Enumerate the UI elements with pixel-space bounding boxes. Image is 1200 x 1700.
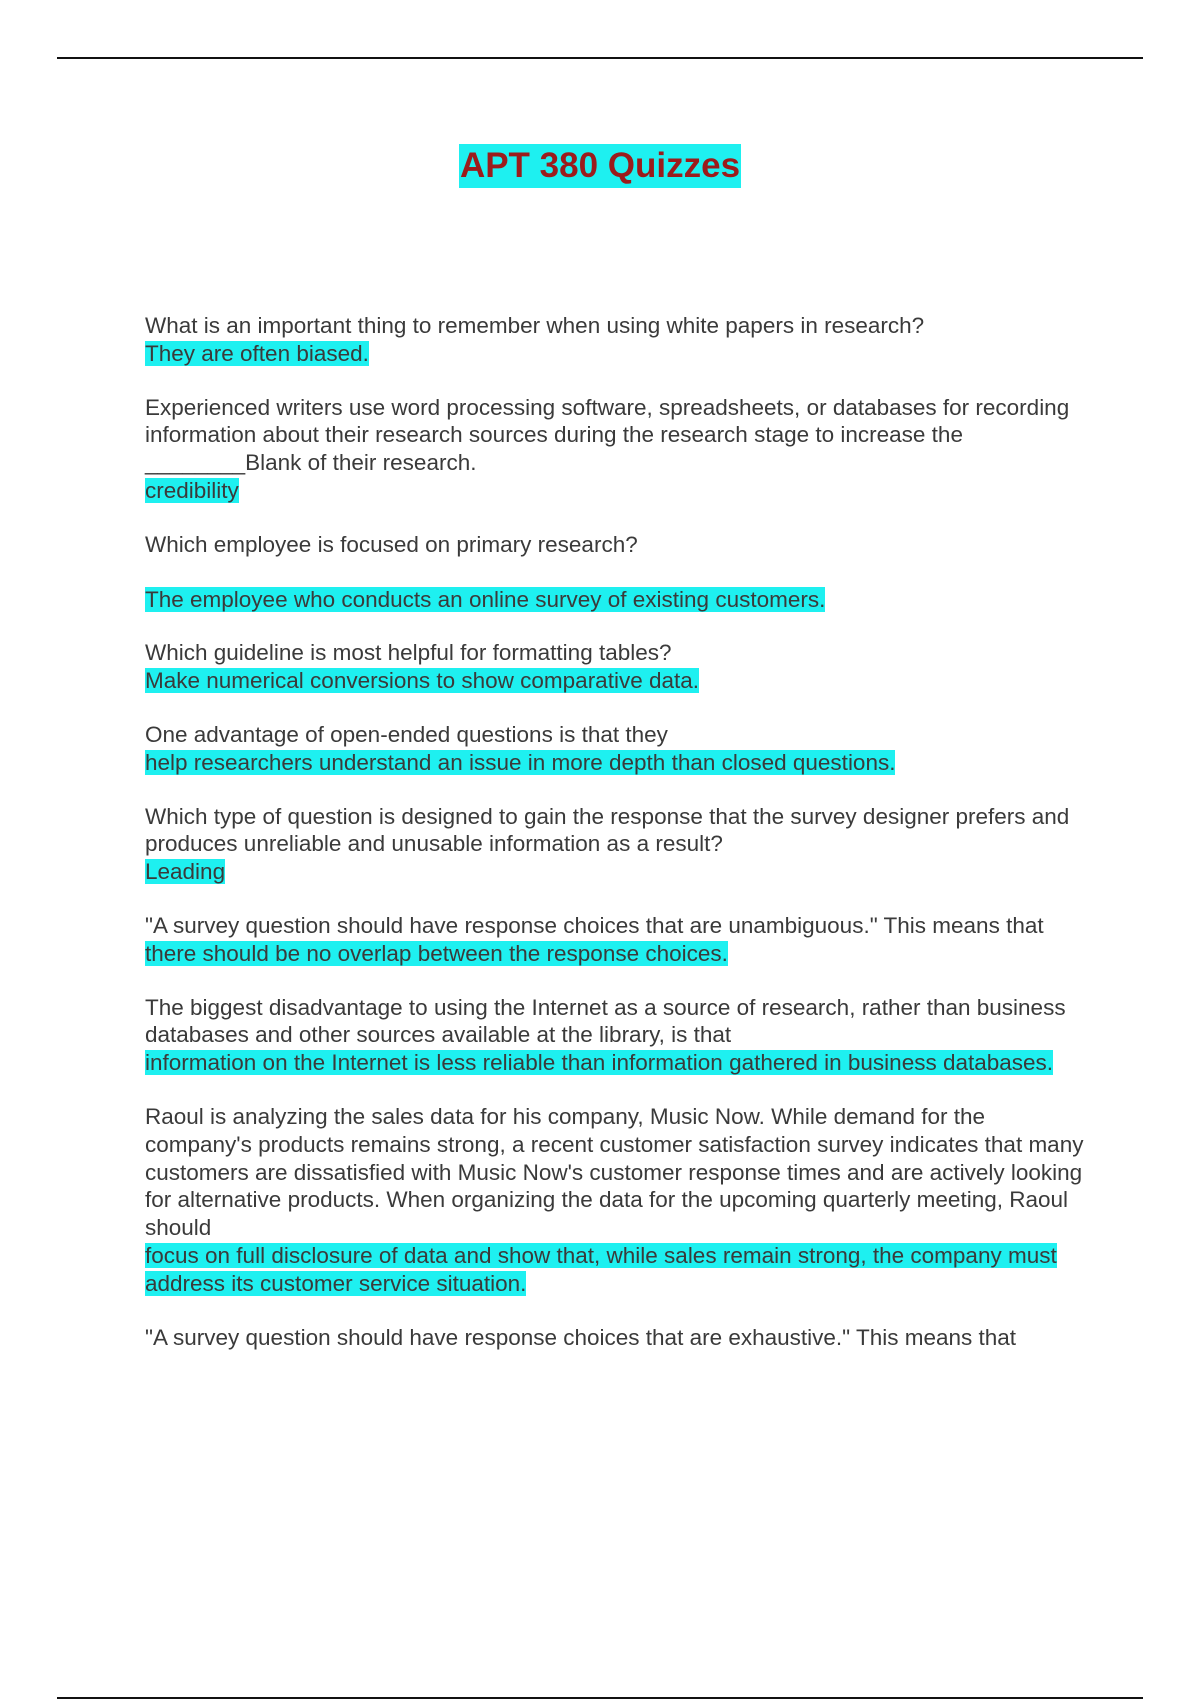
quiz-answer <box>145 940 1090 968</box>
quiz-answer <box>145 1049 1090 1077</box>
highlighted-answer: there should be no overlap between the response choices. <box>145 940 728 966</box>
quiz-item <box>145 912 1090 968</box>
quiz-answer <box>145 340 1090 368</box>
quiz-item <box>145 312 1090 368</box>
highlighted-answer: The employee who conducts an online survey of existing customers. <box>145 586 826 612</box>
quiz-question: Which employee is focused on primary research? <box>145 531 638 557</box>
page-title: APT 380 Quizzes <box>459 144 741 188</box>
quiz-item <box>145 994 1090 1077</box>
quiz-item <box>145 394 1090 505</box>
quiz-answer <box>145 477 1090 505</box>
quiz-answer <box>145 858 1090 886</box>
highlighted-answer: credibility <box>145 477 239 503</box>
highlighted-answer: help researchers understand an issue in more depth than closed questions. <box>145 749 896 775</box>
quiz-answer <box>145 749 1090 777</box>
title-block <box>0 144 1200 188</box>
quiz-item <box>145 1324 1090 1352</box>
quiz-item <box>145 531 1090 614</box>
quiz-question: Which guideline is most helpful for formatting tables? <box>145 640 672 666</box>
quiz-question: "A survey question should have response choices that are unambiguous." This means that <box>145 912 1044 938</box>
quiz-answer <box>145 586 1090 614</box>
quiz-answer <box>145 1242 1090 1298</box>
quiz-question: Raoul is analyzing the sales data for his company, Music Now. While demand for the company's products remains strong, a recent customer satisfaction survey indicates that many customers are dissatisfied with Music Now's customer response times and are actively looking for alternative products. When organizing the data for the upcoming quarterly meeting, Raoul should <box>145 1103 1084 1241</box>
quiz-question: The biggest disadvantage to using the Internet as a source of research, rather than business databases and other sources available at the library, is that <box>145 994 1066 1048</box>
quiz-item <box>145 721 1090 777</box>
quiz-item <box>145 803 1090 886</box>
highlighted-answer: They are often biased. <box>145 340 369 366</box>
quiz-answer <box>145 667 1090 695</box>
highlighted-answer: focus on full disclosure of data and show that, while sales remain strong, the company must address its customer service situation. <box>145 1242 1057 1296</box>
quiz-item <box>145 1103 1090 1298</box>
highlighted-answer: information on the Internet is less reliable than information gathered in business databases. <box>145 1050 1054 1076</box>
quiz-question: "A survey question should have response choices that are exhaustive." This means that <box>145 1324 1017 1350</box>
quiz-item <box>145 639 1090 695</box>
highlighted-answer: Leading <box>145 859 226 885</box>
footer-rule <box>57 1697 1143 1699</box>
quiz-question: Experienced writers use word processing software, spreadsheets, or databases for recording information about their research sources during the research stage to increase the ________Blank of their research. <box>145 394 1070 476</box>
highlighted-answer: Make numerical conversions to show comparative data. <box>145 668 700 694</box>
quiz-question: What is an important thing to remember when using white papers in research? <box>145 313 925 338</box>
quiz-question: One advantage of open-ended questions is that they <box>145 721 668 747</box>
quiz-question: Which type of question is designed to gain the response that the survey designer prefers and produces unreliable and unusable information as a result? <box>145 803 1070 857</box>
quiz-content <box>145 312 1090 1377</box>
header-rule <box>57 57 1143 59</box>
